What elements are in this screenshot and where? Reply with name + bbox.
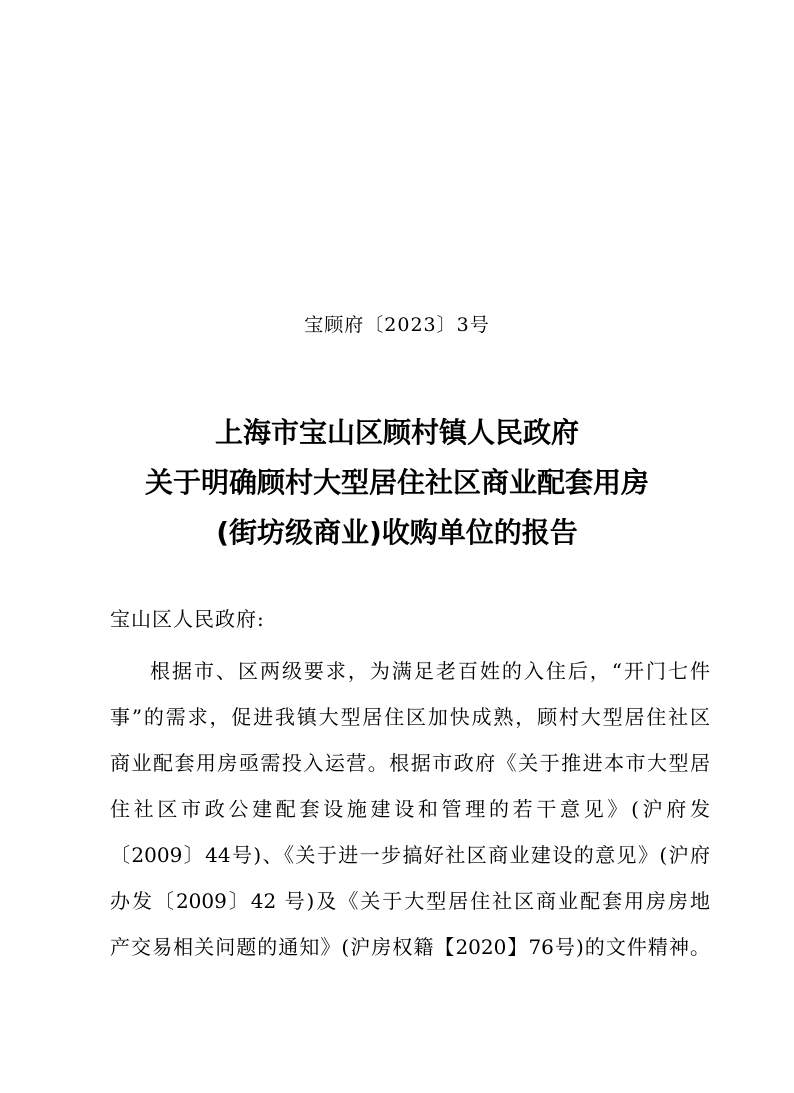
title-line: 上海市宝山区顾村镇人民政府 xyxy=(214,416,579,449)
body-line: 住社区市政公建配套设施建设和管理的若干意见》(沪府发 xyxy=(110,797,710,821)
document-number: 宝顾府〔2023〕3号 xyxy=(304,314,490,336)
salutation: 宝山区人民政府: xyxy=(110,607,265,631)
body-line: 办发〔2009〕42 号)及《关于大型居住社区商业配套用房房地 xyxy=(110,889,710,913)
body-line: 产交易相关问题的通知》(沪房权籍【2020】76号)的文件精神。 xyxy=(110,935,710,959)
body-line: 根据市、区两级要求，为满足老百姓的入住后，“开门七件 xyxy=(150,659,710,683)
body-line: 商业配套用房亟需投入运营。根据市政府《关于推进本市大型居 xyxy=(110,751,710,775)
body-line: 事”的需求，促进我镇大型居住区加快成熟，顾村大型居住社区 xyxy=(110,705,710,729)
body-paragraph xyxy=(110,648,710,970)
title-line: 关于明确顾村大型居住社区商业配套用房 xyxy=(144,466,649,499)
body-line: 〔2009〕44号)、《关于进一步搞好社区商业建设的意见》(沪府 xyxy=(110,843,710,867)
title-line: (街坊级商业)收购单位的报告 xyxy=(216,516,578,549)
document-title xyxy=(0,408,794,558)
